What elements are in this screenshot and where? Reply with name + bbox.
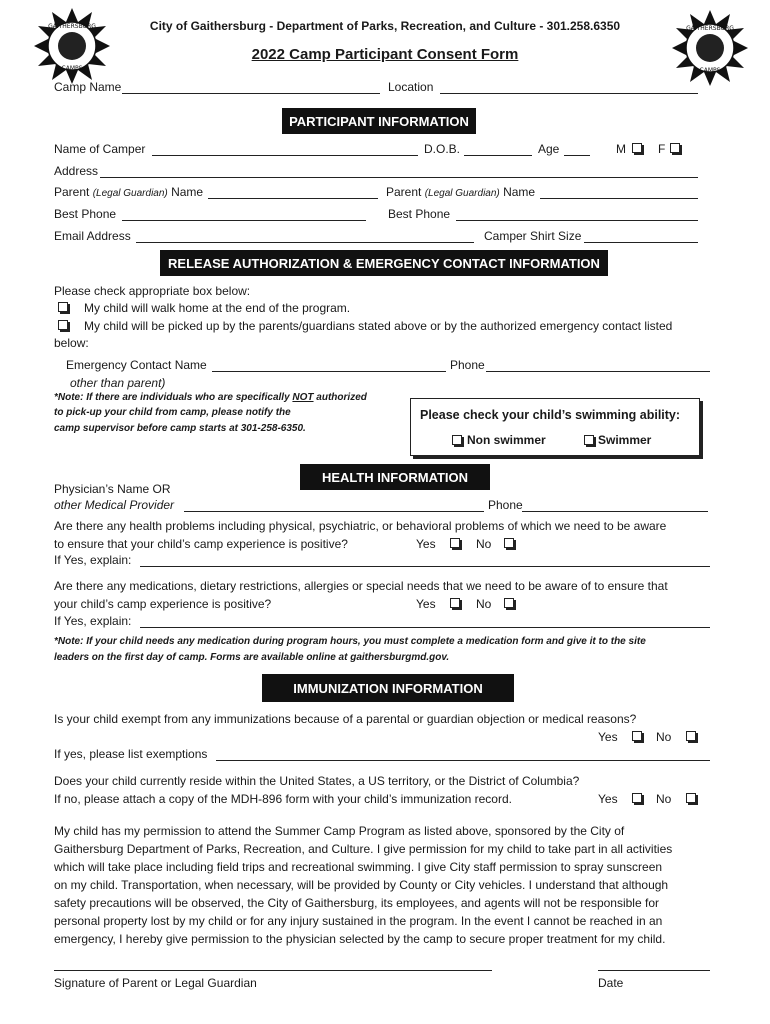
pickup-label: My child will be picked up by the parents/guardians stated above or by the authorized emergency contact listed xyxy=(84,319,673,333)
svg-text:GAITHERSBURG: GAITHERSBURG xyxy=(48,23,96,30)
health-q2-explain-field[interactable] xyxy=(140,627,710,628)
best-phone-2-label: Best Phone xyxy=(388,207,451,221)
swimmer-checkbox[interactable] xyxy=(584,435,594,445)
camp-name-field[interactable] xyxy=(122,93,380,94)
svg-text:GAITHERSBURG: GAITHERSBURG xyxy=(686,25,734,32)
other-than-parent-note: other than parent) xyxy=(70,376,166,390)
health-q1-explain-label: If Yes, explain: xyxy=(54,553,132,567)
parent-signature-field[interactable] xyxy=(54,970,492,971)
shirt-size-field[interactable] xyxy=(584,242,698,243)
emergency-phone-field[interactable] xyxy=(486,371,710,372)
health-q1-yes-checkbox[interactable] xyxy=(450,538,460,548)
org-header: City of Gaithersburg - Department of Parks, Recreation, and Culture - 301.258.6350 xyxy=(149,19,621,33)
svg-text:CAMPS: CAMPS xyxy=(61,65,83,72)
immunization-q2-yes-checkbox[interactable] xyxy=(632,793,642,803)
pickup-label-cont: below: xyxy=(54,336,89,350)
female-label: F xyxy=(658,142,666,156)
health-q2-line1: Are there any medications, dietary restrictions, allergies or special needs that we need to be aware of to ensure that xyxy=(54,579,668,593)
svg-text:CAMPS: CAMPS xyxy=(699,67,721,74)
immunization-q1-yes-checkbox[interactable] xyxy=(632,731,642,741)
emergency-phone-label: Phone xyxy=(450,358,485,372)
emergency-contact-label: Emergency Contact Name xyxy=(66,358,207,372)
permission-line: Gaithersburg Department of Parks, Recreation, and Culture. I give permission for my child to take part in all activities xyxy=(54,842,673,856)
parent-word: Parent xyxy=(54,185,90,199)
permission-line: personal property lost by my child or for any injury sustained in the program. In the event I cannot be reached in an xyxy=(54,914,663,928)
pickup-checkbox[interactable] xyxy=(58,320,68,330)
permission-line: safety precautions will be observed, the City of Gaithersburg, its employees, and agents will not be responsible for xyxy=(54,896,659,910)
pickup-note-line2: to pick-up your child from camp, please notify the xyxy=(54,407,291,418)
section-release: RELEASE AUTHORIZATION & EMERGENCY CONTACT INFORMATION xyxy=(160,250,608,276)
location-field[interactable] xyxy=(440,93,698,94)
non-swimmer-label: Non swimmer xyxy=(467,433,546,447)
pickup-note-line3: camp supervisor before camp starts at 301-258-6350. xyxy=(54,423,306,434)
non-swimmer-checkbox[interactable] xyxy=(452,435,462,445)
walk-home-checkbox[interactable] xyxy=(58,302,68,312)
emergency-contact-field[interactable] xyxy=(212,371,446,372)
physician-phone-field[interactable] xyxy=(522,511,708,512)
legal-guardian-note: (Legal Guardian) xyxy=(92,188,168,199)
email-label: Email Address xyxy=(54,229,131,243)
age-label: Age xyxy=(538,142,560,156)
male-checkbox[interactable] xyxy=(632,143,642,153)
exemptions-field[interactable] xyxy=(216,760,710,761)
parent-2-label xyxy=(386,185,535,199)
health-q1-explain-field[interactable] xyxy=(140,566,710,567)
shirt-size-label: Camper Shirt Size xyxy=(484,229,582,243)
health-q2-no-label: No xyxy=(476,597,492,611)
health-q1-line1: Are there any health problems including physical, psychiatric, or behavioral problems of which we need to be aware xyxy=(54,519,667,533)
email-field[interactable] xyxy=(136,242,474,243)
camp-name-label: Camp Name xyxy=(54,80,122,94)
immunization-q1-no-checkbox[interactable] xyxy=(686,731,696,741)
name-word: Name xyxy=(503,185,536,199)
section-health: HEALTH INFORMATION xyxy=(300,464,490,490)
note-text: *Note: If there are individuals who are specifically xyxy=(54,392,293,403)
best-phone-2-field[interactable] xyxy=(456,220,698,221)
health-q1-no-checkbox[interactable] xyxy=(504,538,514,548)
section-immunization: IMMUNIZATION INFORMATION xyxy=(262,674,514,702)
swimmer-label: Swimmer xyxy=(598,433,652,447)
immunization-q2-no-label: No xyxy=(656,792,672,806)
name-of-camper-field[interactable] xyxy=(152,155,418,156)
male-label: M xyxy=(616,142,626,156)
immunization-q1: Is your child exempt from any immunizations because of a parental or guardian objection or medical reasons? xyxy=(54,712,637,726)
immunization-q2-line2: If no, please attach a copy of the MDH-896 form with your child’s immunization record. xyxy=(54,792,512,806)
legal-guardian-note: (Legal Guardian) xyxy=(424,188,500,199)
swim-question: Please check your child’s swimming ability: xyxy=(420,408,681,422)
health-q2-yes-label: Yes xyxy=(416,597,436,611)
swimming-box xyxy=(410,398,700,456)
female-checkbox[interactable] xyxy=(670,143,680,153)
parent-2-name-field[interactable] xyxy=(540,198,698,199)
note-not: NOT xyxy=(292,392,314,403)
immunization-q2-yes-label: Yes xyxy=(598,792,618,806)
dob-field[interactable] xyxy=(464,155,532,156)
address-label: Address xyxy=(54,164,99,178)
pickup-note-line1 xyxy=(54,392,367,403)
immunization-q2-line1: Does your child currently reside within the United States, a US territory, or the District of Columbia? xyxy=(54,774,580,788)
permission-line: which will take place including field trips and recreational swimming. I give City staff permission to spray sunscreen xyxy=(54,860,663,874)
permission-line: on my child. Transportation, when necessary, will be provided by County or City vehicles. I understand that although xyxy=(54,878,669,892)
parent-1-label xyxy=(54,185,203,199)
health-q2-no-checkbox[interactable] xyxy=(504,598,514,608)
note-text: authorized xyxy=(313,392,367,403)
parent-1-name-field[interactable] xyxy=(208,198,378,199)
exemptions-label: If yes, please list exemptions xyxy=(54,747,208,761)
age-field[interactable] xyxy=(564,155,590,156)
physician-label-2: other Medical Provider xyxy=(54,498,175,512)
name-word: Name xyxy=(171,185,204,199)
health-q1-line2: to ensure that your child’s camp experience is positive? xyxy=(54,537,348,551)
walk-home-label: My child will walk home at the end of the program. xyxy=(84,301,351,315)
best-phone-1-field[interactable] xyxy=(122,220,366,221)
physician-phone-label: Phone xyxy=(488,498,523,512)
permission-line: emergency, I hereby give permission to the physician selected by the camp to secure proper treatment for my child. xyxy=(54,932,666,946)
health-q2-line2: your child’s camp experience is positive? xyxy=(54,597,272,611)
parent-signature-label: Signature of Parent or Legal Guardian xyxy=(54,976,257,990)
form-title: 2022 Camp Participant Consent Form xyxy=(251,46,519,63)
health-q1-yes-label: Yes xyxy=(416,537,436,551)
medication-note-line2: leaders on the first day of camp. Forms are available online at gaithersburgmd.gov. xyxy=(54,652,450,663)
address-field[interactable] xyxy=(100,177,698,178)
immunization-q1-yes-label: Yes xyxy=(598,730,618,744)
date-label: Date xyxy=(598,976,624,990)
date-field[interactable] xyxy=(598,970,710,971)
best-phone-1-label: Best Phone xyxy=(54,207,117,221)
location-label: Location xyxy=(388,80,434,94)
parent-word: Parent xyxy=(386,185,422,199)
physician-label-1: Physician’s Name OR xyxy=(54,482,171,496)
health-q2-explain-label: If Yes, explain: xyxy=(54,614,132,628)
health-q1-no-label: No xyxy=(476,537,492,551)
section-participant: PARTICIPANT INFORMATION xyxy=(282,108,476,134)
physician-field[interactable] xyxy=(184,511,484,512)
dob-label: D.O.B. xyxy=(424,142,461,156)
medication-note-line1: *Note: If your child needs any medication during program hours, you must complete a medication form and give it to the site xyxy=(54,636,646,647)
immunization-q1-no-label: No xyxy=(656,730,672,744)
name-of-camper-label: Name of Camper xyxy=(54,142,146,156)
health-q2-yes-checkbox[interactable] xyxy=(450,598,460,608)
permission-line: My child has my permission to attend the Summer Camp Program as listed above, sponsored by the City of xyxy=(54,824,625,838)
release-instruction: Please check appropriate box below: xyxy=(54,284,251,298)
immunization-q2-no-checkbox[interactable] xyxy=(686,793,696,803)
